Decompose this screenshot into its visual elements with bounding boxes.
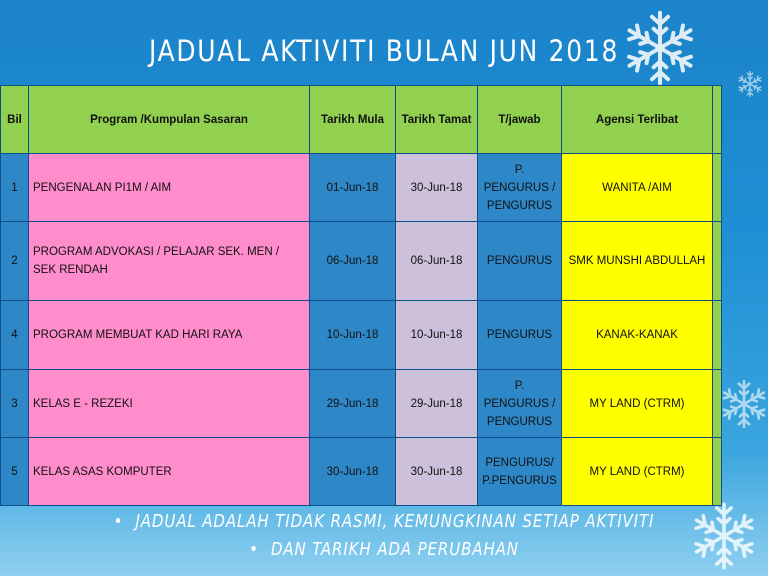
cell-tjawab: PENGURUS [478, 222, 562, 301]
notes [0, 508, 768, 564]
cell-agensi: MY LAND (CTRM) [562, 370, 713, 438]
cell-edge [713, 222, 722, 301]
cell-tjawab: PENGURUS [478, 301, 562, 370]
cell-agensi: KANAK-KANAK [562, 301, 713, 370]
cell-agensi: SMK MUNSHI ABDULLAH [562, 222, 713, 301]
cell-tarikh-mula: 01-Jun-18 [310, 154, 396, 222]
header-agensi: Agensi Terlibat [562, 86, 713, 154]
note-line-1 [54, 508, 714, 536]
cell-bil: 1 [1, 154, 29, 222]
cell-agensi: MY LAND (CTRM) [562, 438, 713, 506]
cell-tjawab: PENGURUS/ P.PENGURUS [478, 438, 562, 506]
cell-bil: 4 [1, 301, 29, 370]
header-bil: Bil [1, 86, 29, 154]
note-line-2 [54, 536, 714, 564]
table-row [1, 301, 722, 370]
bullet: • [249, 540, 259, 560]
cell-tjawab: P. PENGURUS / PENGURUS [478, 370, 562, 438]
page-title: JADUAL AKTIVITI BULAN JUN 2018 [148, 34, 620, 68]
header-tarikh-tamat: Tarikh Tamat [396, 86, 478, 154]
cell-program: PROGRAM ADVOKASI / PELAJAR SEK. MEN / SEK RENDAH [29, 222, 310, 301]
table-row [1, 438, 722, 506]
cell-edge [713, 438, 722, 506]
table-row [1, 154, 722, 222]
cell-bil: 3 [1, 370, 29, 438]
header-edge [713, 86, 722, 154]
cell-tarikh-mula: 06-Jun-18 [310, 222, 396, 301]
cell-edge [713, 370, 722, 438]
cell-agensi: WANITA /AIM [562, 154, 713, 222]
cell-program: PENGENALAN PI1M / AIM [29, 154, 310, 222]
table-row [1, 222, 722, 301]
cell-tarikh-tamat: 06-Jun-18 [396, 222, 478, 301]
cell-bil: 2 [1, 222, 29, 301]
cell-bil: 5 [1, 438, 29, 506]
note-text-1: JADUAL ADALAH TIDAK RASMI, KEMUNGKINAN SETIAP AKTIVITI [135, 512, 655, 532]
cell-program: PROGRAM MEMBUAT KAD HARI RAYA [29, 301, 310, 370]
header-tjawab: T/jawab [478, 86, 562, 154]
table-row [1, 370, 722, 438]
cell-program: KELAS ASAS KOMPUTER [29, 438, 310, 506]
snowflake-icon [718, 378, 768, 430]
cell-edge [713, 301, 722, 370]
header-tarikh-mula: Tarikh Mula [310, 86, 396, 154]
snowflake-icon [736, 70, 764, 98]
cell-edge [713, 154, 722, 222]
cell-tarikh-mula: 30-Jun-18 [310, 438, 396, 506]
activity-table [0, 85, 722, 506]
cell-tarikh-tamat: 29-Jun-18 [396, 370, 478, 438]
cell-tarikh-tamat: 30-Jun-18 [396, 154, 478, 222]
cell-tarikh-mula: 10-Jun-18 [310, 301, 396, 370]
header-program: Program /Kumpulan Sasaran [29, 86, 310, 154]
cell-tarikh-mula: 29-Jun-18 [310, 370, 396, 438]
cell-tarikh-tamat: 30-Jun-18 [396, 438, 478, 506]
cell-tjawab: P. PENGURUS / PENGURUS [478, 154, 562, 222]
table-header-row [1, 86, 722, 154]
cell-tarikh-tamat: 10-Jun-18 [396, 301, 478, 370]
bullet: • [113, 512, 124, 532]
note-text-2: DAN TARIKH ADA PERUBAHAN [270, 540, 519, 560]
cell-program: KELAS E - REZEKI [29, 370, 310, 438]
